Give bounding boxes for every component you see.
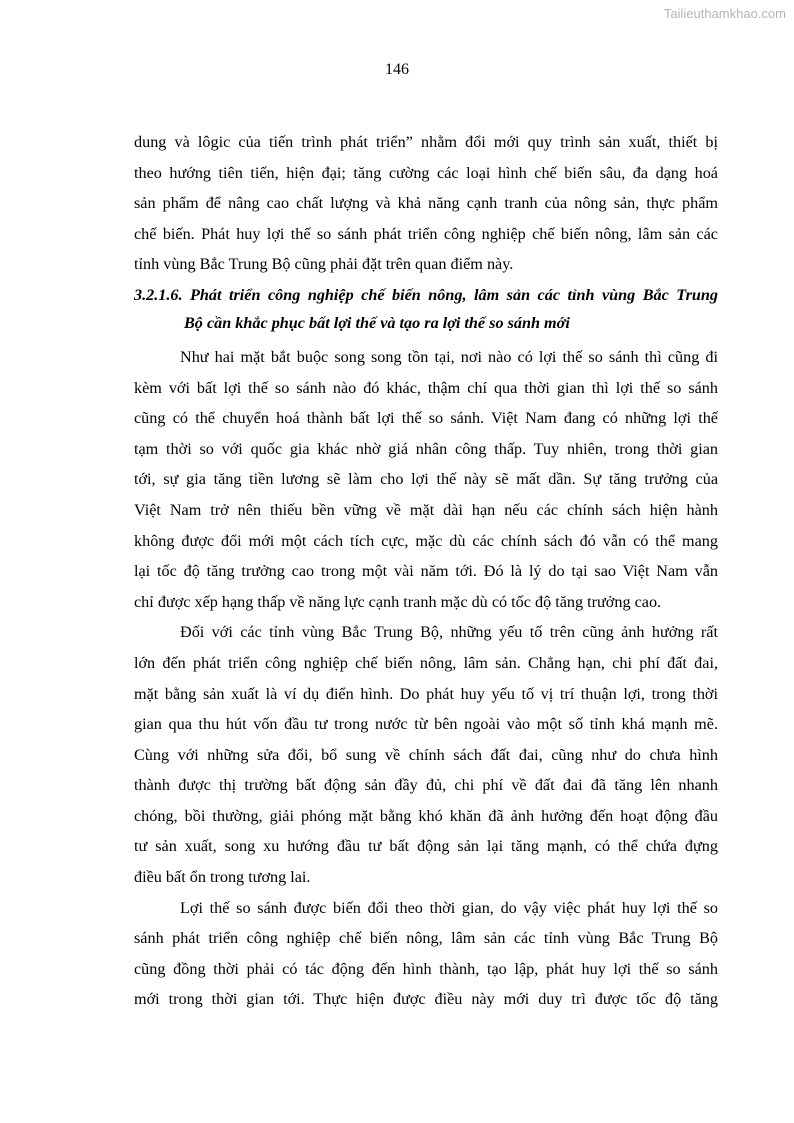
text-line: tạm thời so với quốc gia khác nhờ giá nhân công thấp. Tuy nhiên, trong thời gian [134,439,718,458]
text-line: điều bất ổn trong tương lai. [134,868,311,887]
watermark: Tailieuthamkhao.com [663,6,786,21]
text-line: tỉnh vùng Bắc Trung Bộ cũng phải đặt trên quan điểm này. [134,255,514,274]
text-line: chóng, bồi thường, giải phóng mặt bằng khó khăn đã ảnh hưởng đến hoạt động đầu [134,806,718,825]
page-body [134,131,718,1019]
text-line: không được đổi mới một cách tích cực, mặc dù các chính sách đó vẫn có thể mang [134,531,718,550]
text-line: Cùng với những sửa đổi, bổ sung về chính sách đất đai, cũng như do chưa hình [134,745,718,764]
heading-line: Bộ cần khắc phục bất lợi thế và tạo ra lợi thế so sánh mới [184,313,570,332]
text-line: lớn đến phát triển công nghiệp chế biến nông, lâm sản. Chẳng hạn, chi phí đất đai, [134,653,718,672]
text-line: cũng có thể chuyển hoá thành bất lợi thế so sánh. Việt Nam đang có những lợi thế [134,409,718,428]
text-line: mặt bằng sản xuất là ví dụ điển hình. Do phát huy yếu tố vị trí thuận lợi, trong thời [134,684,718,703]
text-line: sản phẩm để nâng cao chất lượng và khả năng cạnh tranh của nông sản, thực phẩm [134,194,718,213]
text-line: mới trong thời gian tới. Thực hiện được điều này mới duy trì được tốc độ tăng [134,990,718,1009]
paragraph [134,621,718,896]
text-line: cũng đồng thời phải có tác động đến hình thành, tạo lập, phát huy lợi thế so sánh [134,959,718,978]
text-line: tư sản xuất, song xu hướng đầu tư bất động sản lại tăng mạnh, có thể chứa đựng [134,837,718,856]
section-heading [134,284,718,346]
text-line: gian qua thu hút vốn đầu tư trong nước từ bên ngoài vào một số tỉnh khá mạnh mẽ. [134,715,718,734]
text-line: chỉ được xếp hạng thấp về năng lực cạnh tranh mặc dù có tốc độ tăng trưởng cao. [134,592,662,611]
text-line: Lợi thế so sánh được biến đổi theo thời gian, do vậy việc phát huy lợi thế so [180,898,718,917]
page-number: 146 [385,61,409,78]
text-line: kèm với bất lợi thế so sánh nào đó khác, thậm chí qua thời gian thì lợi thế so sánh [134,378,718,397]
text-line: thành được thị trường bất động sản đầy đủ, chi phí về đất đai đã tăng lên nhanh [134,776,718,795]
text-line: Đối với các tỉnh vùng Bắc Trung Bộ, những yếu tố trên cũng ảnh hưởng rất [180,623,718,642]
text-line: chế biến. Phát huy lợi thế so sánh phát triển công nghiệp chế biến nông, lâm sản các [134,224,718,243]
paragraph [134,897,718,1019]
text-line: tới, sự gia tăng tiền lương sẽ làm cho lợi thế này sẽ mất dần. Sự tăng trưởng của [134,470,718,489]
paragraph [134,131,718,284]
paragraph [134,346,718,621]
text-line: sánh phát triển công nghiệp chế biến nông, lâm sản các tỉnh vùng Bắc Trung Bộ [134,929,718,948]
text-line: lại tốc độ tăng trưởng cao trong một vài năm tới. Đó là lý do tại sao Việt Nam vẫn [134,562,718,581]
text-line: theo hướng tiên tiến, hiện đại; tăng cường các loại hình chế biến sâu, đa dạng hoá [134,163,718,182]
text-line: dung và lôgic của tiến trình phát triển” nhằm đổi mới quy trình sản xuất, thiết bị [134,133,718,151]
heading-line: 3.2.1.6. Phát triển công nghiệp chế biến nông, lâm sản các tỉnh vùng Bắc Trung [134,285,718,304]
text-line: Việt Nam trở nên thiếu bền vững về mặt dài hạn nếu các chính sách hiện hành [134,500,718,519]
text-line: Như hai mặt bắt buộc song song tồn tại, nơi nào có lợi thế so sánh thì cũng đi [180,347,718,366]
